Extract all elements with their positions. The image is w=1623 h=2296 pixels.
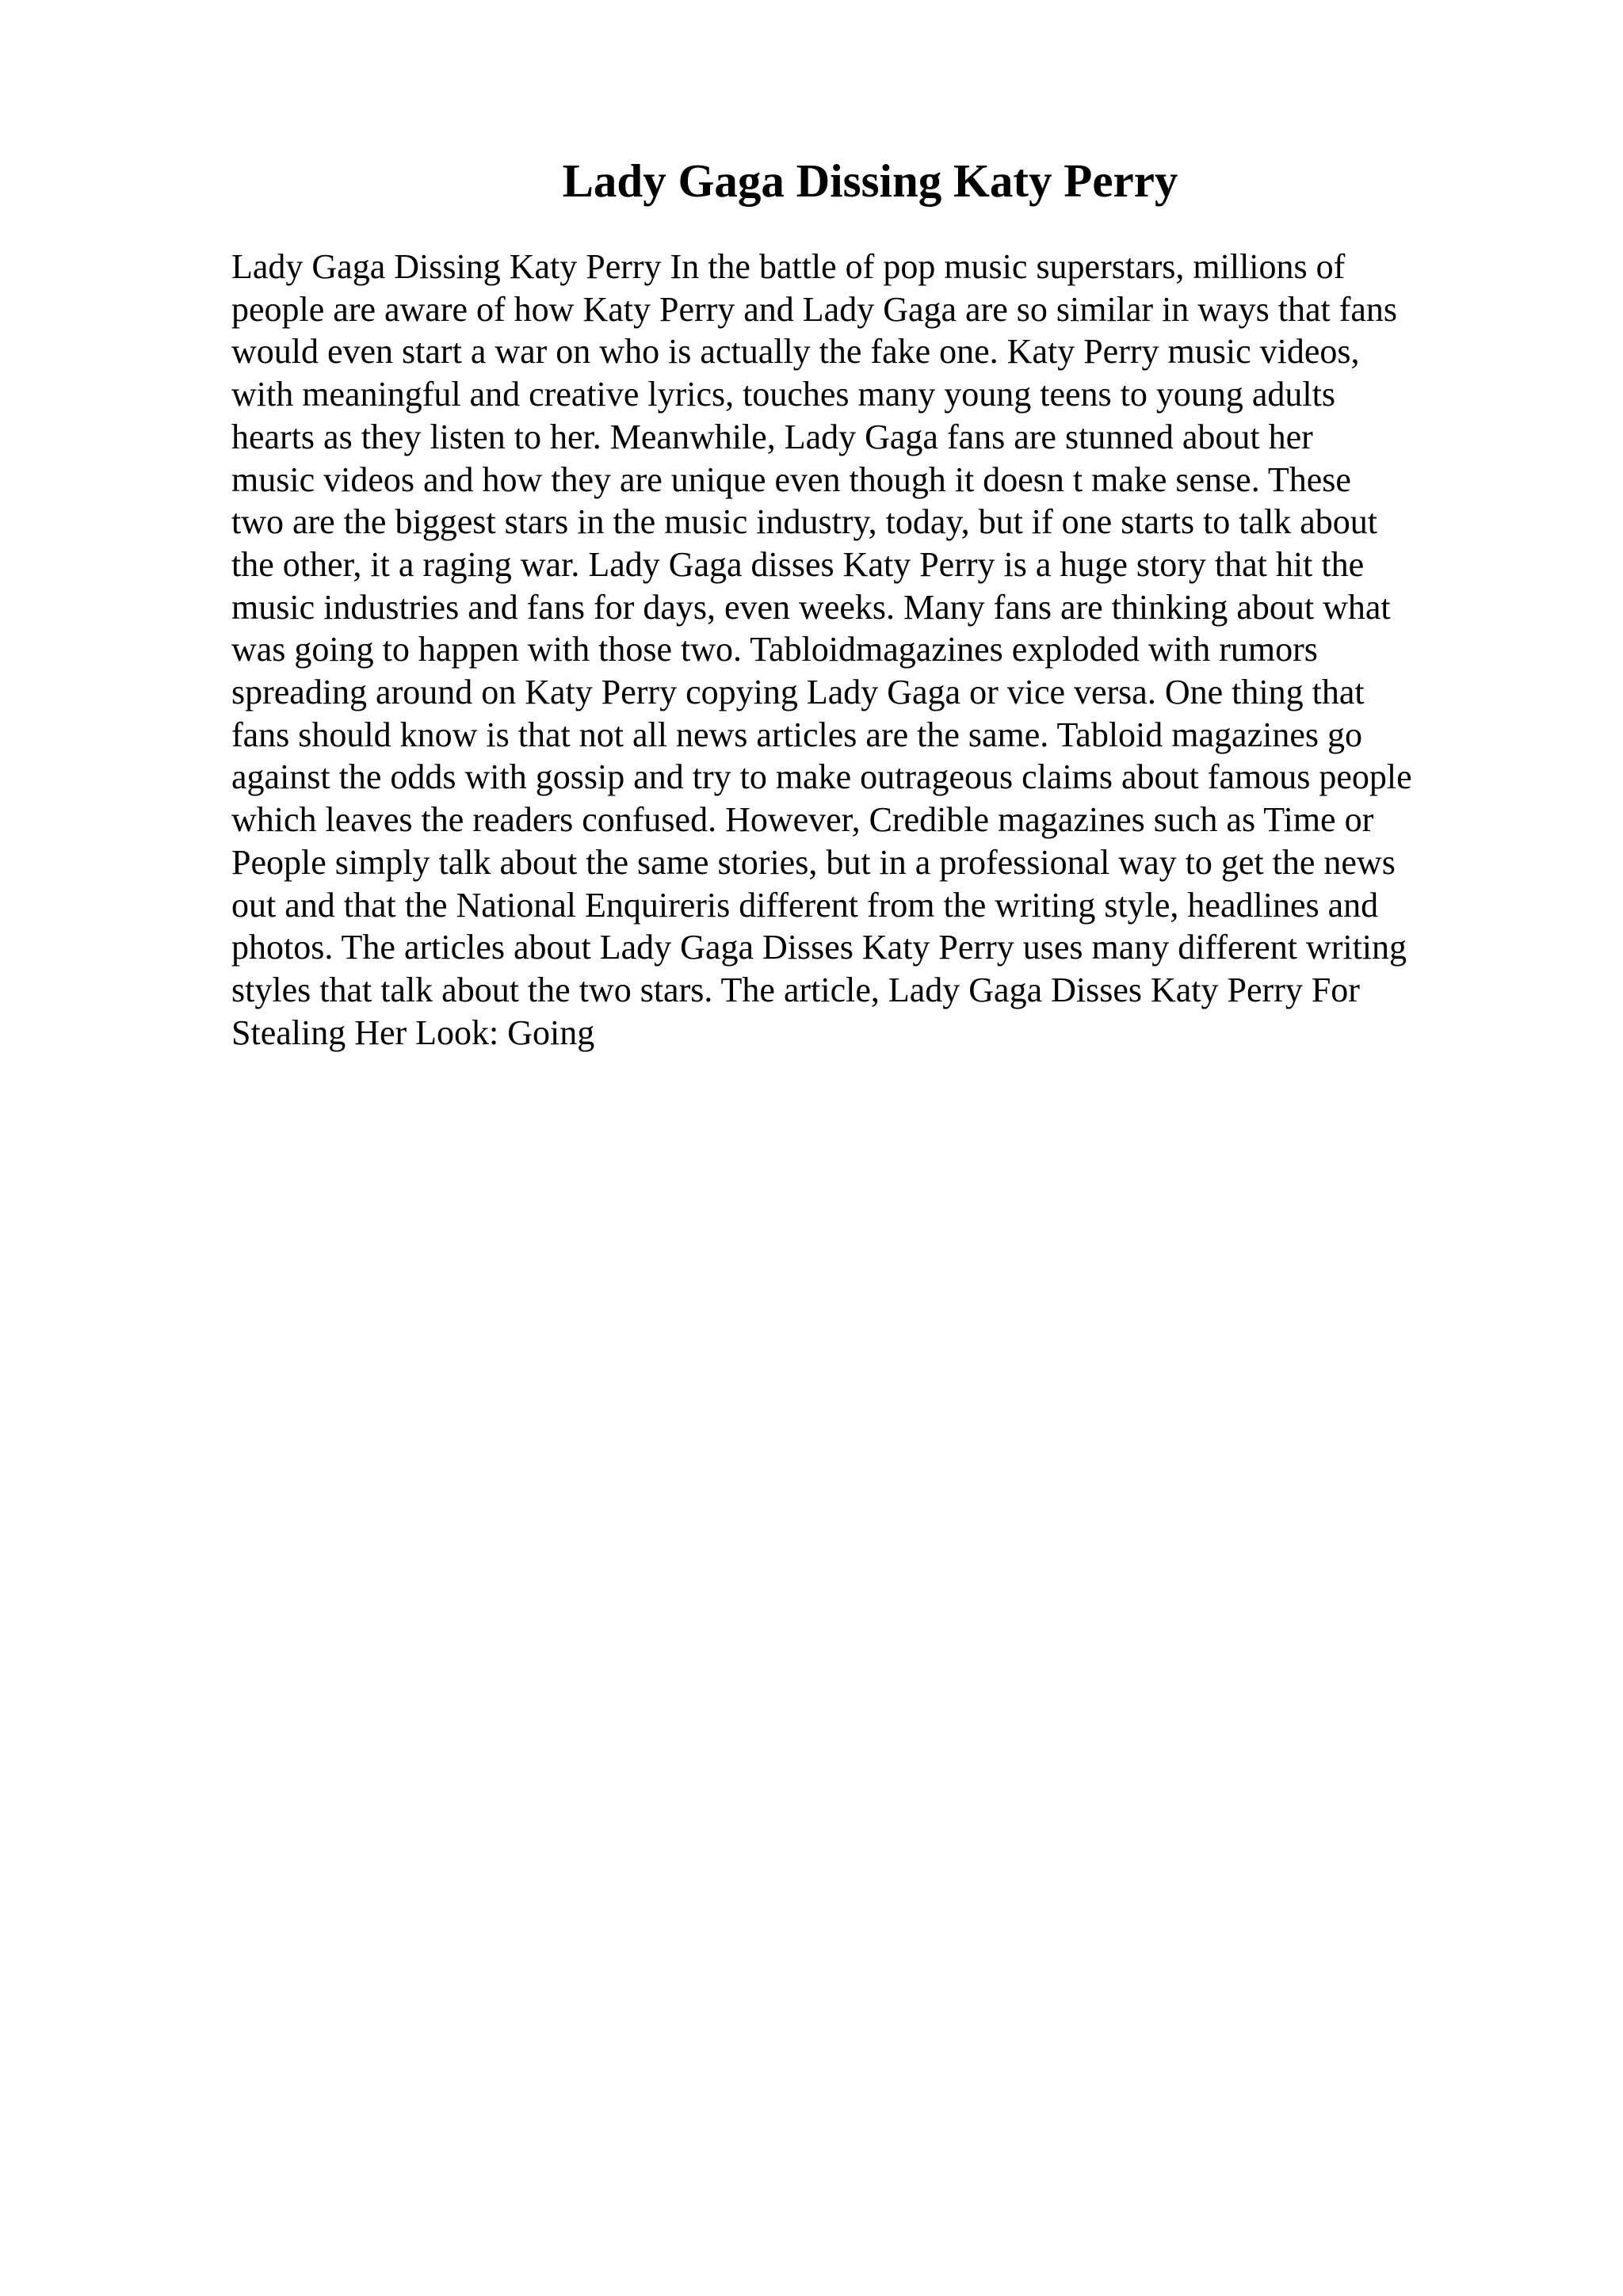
body-line: which leaves the readers confused. However, Credible magazines such as Time or: [231, 800, 1374, 840]
body-line: music industries and fans for days, even weeks. Many fans are thinking about what: [231, 587, 1391, 627]
body-line: photos. The articles about Lady Gaga Disses Katy Perry uses many different writing: [231, 928, 1407, 967]
body-line: hearts as they listen to her. Meanwhile, Lady Gaga fans are stunned about her: [231, 417, 1313, 456]
document-title: Lady Gaga Dissing Katy Perry: [562, 154, 1178, 207]
body-line: the other, it a raging war. Lady Gaga disses Katy Perry is a huge story that hit the: [231, 544, 1365, 584]
body-line: spreading around on Katy Perry copying Lady Gaga or vice versa. One thing that: [231, 673, 1365, 712]
body-line: styles that talk about the two stars. The article, Lady Gaga Disses Katy Perry For: [231, 970, 1360, 1009]
body-line: would even start a war on who is actually the fake one. Katy Perry music videos,: [231, 332, 1360, 372]
body-line: against the odds with gossip and try to make outrageous claims about famous people: [231, 757, 1412, 797]
body-line: People simply talk about the same stories, but in a professional way to get the news: [231, 842, 1396, 882]
document-body: [231, 246, 1499, 1054]
body-line: music videos and how they are unique even though it doesn t make sense. These: [231, 460, 1351, 499]
body-line: two are the biggest stars in the music industry, today, but if one starts to talk about: [231, 502, 1378, 542]
body-line: with meaningful and creative lyrics, touches many young teens to young adults: [231, 375, 1336, 414]
body-line: Lady Gaga Dissing Katy Perry In the battle of pop music superstars, millions of: [231, 247, 1346, 286]
body-line: fans should know is that not all news articles are the same. Tabloid magazines go: [231, 715, 1362, 754]
body-line: out and that the National Enquireris different from the writing style, headlines and: [231, 885, 1379, 925]
body-line: Stealing Her Look: Going: [231, 1013, 595, 1052]
body-line: people are aware of how Katy Perry and Lady Gaga are so similar in ways that fans: [231, 289, 1398, 329]
body-line: was going to happen with those two. Tabloidmagazines exploded with rumors: [231, 630, 1318, 669]
